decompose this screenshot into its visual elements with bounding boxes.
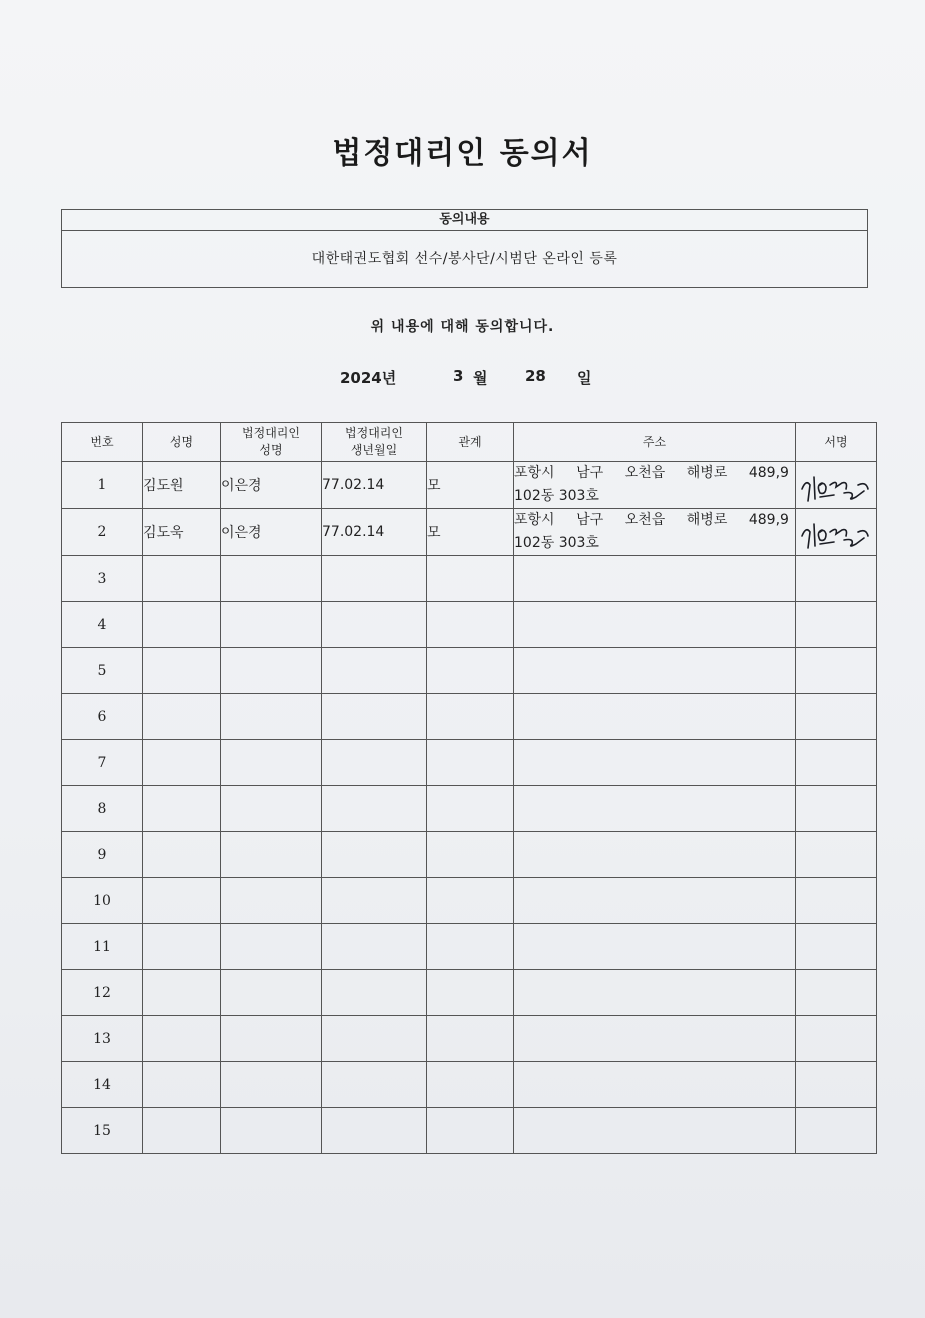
cell-no: 13 [62, 1016, 143, 1062]
cell-no: 11 [62, 924, 143, 970]
cell-relation [427, 786, 514, 832]
consent-header: 동의내용 [62, 210, 867, 231]
table-row [62, 970, 877, 1016]
table-row [62, 1016, 877, 1062]
cell-guardian-birth [322, 832, 427, 878]
cell-relation [427, 740, 514, 786]
table-row [62, 556, 877, 602]
cell-guardian-name [221, 556, 322, 602]
cell-guardian-name [221, 1108, 322, 1154]
cell-address [514, 970, 796, 1016]
header-guardian-name-text: 법정대리인 성명 [242, 426, 300, 457]
cell-signature-empty [796, 648, 877, 694]
cell-relation [427, 924, 514, 970]
table-row [62, 786, 877, 832]
cell-address [514, 509, 796, 556]
cell-guardian-birth [322, 556, 427, 602]
cell-signature-empty [796, 740, 877, 786]
cell-no: 12 [62, 970, 143, 1016]
table-row [62, 924, 877, 970]
cell-name [143, 924, 221, 970]
cell-name [143, 832, 221, 878]
cell-name: 김도욱 [143, 509, 221, 556]
cell-name [143, 1108, 221, 1154]
cell-address [514, 878, 796, 924]
cell-relation [427, 878, 514, 924]
table-body [62, 462, 877, 1154]
cell-guardian-name [221, 786, 322, 832]
table-row [62, 694, 877, 740]
date-day-unit: 일 [577, 369, 592, 387]
cell-relation [427, 648, 514, 694]
cell-name [143, 602, 221, 648]
cell-no: 2 [62, 509, 143, 556]
cell-guardian-name [221, 832, 322, 878]
table-row [62, 832, 877, 878]
header-guardian-name [221, 423, 322, 462]
cell-no: 9 [62, 832, 143, 878]
address-word: 포항시 [514, 465, 555, 481]
address-line2: 102동 303호 [514, 535, 599, 551]
cell-guardian-birth [322, 740, 427, 786]
cell-guardian-name [221, 648, 322, 694]
cell-relation: 모 [427, 509, 514, 556]
cell-relation [427, 970, 514, 1016]
cell-guardian-birth: 77.02.14 [322, 462, 427, 509]
cell-signature-empty [796, 602, 877, 648]
table-row [62, 509, 877, 556]
cell-no: 15 [62, 1108, 143, 1154]
header-address: 주소 [514, 423, 796, 462]
cell-name [143, 740, 221, 786]
address-word: 남구 [576, 465, 604, 481]
date-month-value: 3 [453, 367, 464, 385]
address-word: 포항시 [514, 512, 555, 528]
cell-guardian-birth [322, 602, 427, 648]
table-row [62, 1108, 877, 1154]
cell-name [143, 878, 221, 924]
cell-name [143, 556, 221, 602]
cell-guardian-birth [322, 1108, 427, 1154]
header-guardian-birth-text: 법정대리인 생년월일 [345, 426, 403, 457]
cell-no: 6 [62, 694, 143, 740]
cell-relation [427, 602, 514, 648]
cell-guardian-name [221, 694, 322, 740]
cell-signature-empty [796, 556, 877, 602]
address-word: 남구 [576, 512, 604, 528]
cell-guardian-name [221, 1062, 322, 1108]
address-word: 489,9 [748, 512, 789, 528]
table-header-row [62, 423, 877, 462]
cell-guardian-birth [322, 694, 427, 740]
cell-relation [427, 556, 514, 602]
address-word: 오천읍 [624, 512, 666, 528]
cell-no: 8 [62, 786, 143, 832]
cell-guardian-name: 이은경 [221, 462, 322, 509]
cell-no: 1 [62, 462, 143, 509]
address-word: 해병로 [686, 512, 728, 528]
cell-guardian-birth [322, 924, 427, 970]
address-line1 [514, 509, 795, 532]
cell-address [514, 462, 796, 509]
date-year: 2024년 [340, 369, 397, 387]
cell-guardian-name [221, 970, 322, 1016]
cell-address [514, 556, 796, 602]
cell-signature-empty [796, 878, 877, 924]
handwritten-signature [796, 510, 876, 554]
table-row [62, 462, 877, 509]
cell-address [514, 1016, 796, 1062]
cell-name [143, 786, 221, 832]
cell-name [143, 648, 221, 694]
cell-guardian-name: 이은경 [221, 509, 322, 556]
cell-guardian-name [221, 740, 322, 786]
cell-signature [796, 462, 877, 509]
table-row [62, 878, 877, 924]
cell-guardian-birth [322, 1062, 427, 1108]
address-word: 해병로 [686, 465, 728, 481]
cell-address [514, 602, 796, 648]
cell-guardian-name [221, 1016, 322, 1062]
cell-no: 10 [62, 878, 143, 924]
cell-signature-empty [796, 924, 877, 970]
cell-signature [796, 509, 877, 556]
cell-relation [427, 1108, 514, 1154]
table-row [62, 648, 877, 694]
cell-signature-empty [796, 832, 877, 878]
cell-signature-empty [796, 786, 877, 832]
cell-no: 5 [62, 648, 143, 694]
cell-address [514, 1108, 796, 1154]
header-signature: 서명 [796, 423, 877, 462]
date-month-unit: 월 [473, 369, 488, 387]
cell-name [143, 970, 221, 1016]
consent-box [61, 209, 868, 288]
cell-address [514, 740, 796, 786]
handwritten-signature [796, 463, 876, 507]
cell-address [514, 648, 796, 694]
cell-name: 김도원 [143, 462, 221, 509]
cell-address [514, 1062, 796, 1108]
cell-guardian-name [221, 878, 322, 924]
cell-address [514, 832, 796, 878]
guardian-consent-table [61, 422, 877, 1154]
cell-signature-empty [796, 1016, 877, 1062]
cell-guardian-birth [322, 648, 427, 694]
cell-no: 4 [62, 602, 143, 648]
header-no: 번호 [62, 423, 143, 462]
date-day-value: 28 [525, 367, 546, 385]
cell-signature-empty [796, 1062, 877, 1108]
cell-signature-empty [796, 694, 877, 740]
header-relation: 관계 [427, 423, 514, 462]
cell-signature-empty [796, 1108, 877, 1154]
cell-address [514, 694, 796, 740]
address-line1 [514, 462, 795, 485]
cell-name [143, 1016, 221, 1062]
address-word: 오천읍 [624, 465, 666, 481]
cell-name [143, 1062, 221, 1108]
cell-relation [427, 1062, 514, 1108]
address-line2: 102동 303호 [514, 488, 599, 504]
cell-guardian-name [221, 602, 322, 648]
cell-relation: 모 [427, 462, 514, 509]
header-name: 성명 [143, 423, 221, 462]
document-title: 법정대리인 동의서 [332, 136, 593, 171]
address-word: 489,9 [748, 465, 789, 481]
agreement-statement: 위 내용에 대해 동의합니다. [370, 319, 555, 335]
cell-relation [427, 694, 514, 740]
cell-address [514, 786, 796, 832]
cell-no: 3 [62, 556, 143, 602]
cell-address [514, 924, 796, 970]
cell-guardian-birth [322, 786, 427, 832]
cell-signature-empty [796, 970, 877, 1016]
cell-guardian-birth: 77.02.14 [322, 509, 427, 556]
table-row [62, 740, 877, 786]
cell-no: 7 [62, 740, 143, 786]
cell-guardian-birth [322, 970, 427, 1016]
cell-no: 14 [62, 1062, 143, 1108]
header-guardian-birth [322, 423, 427, 462]
consent-body: 대한태권도협회 선수/봉사단/시범단 온라인 등록 [311, 251, 618, 267]
cell-guardian-name [221, 924, 322, 970]
cell-guardian-birth [322, 878, 427, 924]
cell-guardian-birth [322, 1016, 427, 1062]
cell-relation [427, 1016, 514, 1062]
cell-relation [427, 832, 514, 878]
table-row [62, 602, 877, 648]
table-row [62, 1062, 877, 1108]
cell-name [143, 694, 221, 740]
